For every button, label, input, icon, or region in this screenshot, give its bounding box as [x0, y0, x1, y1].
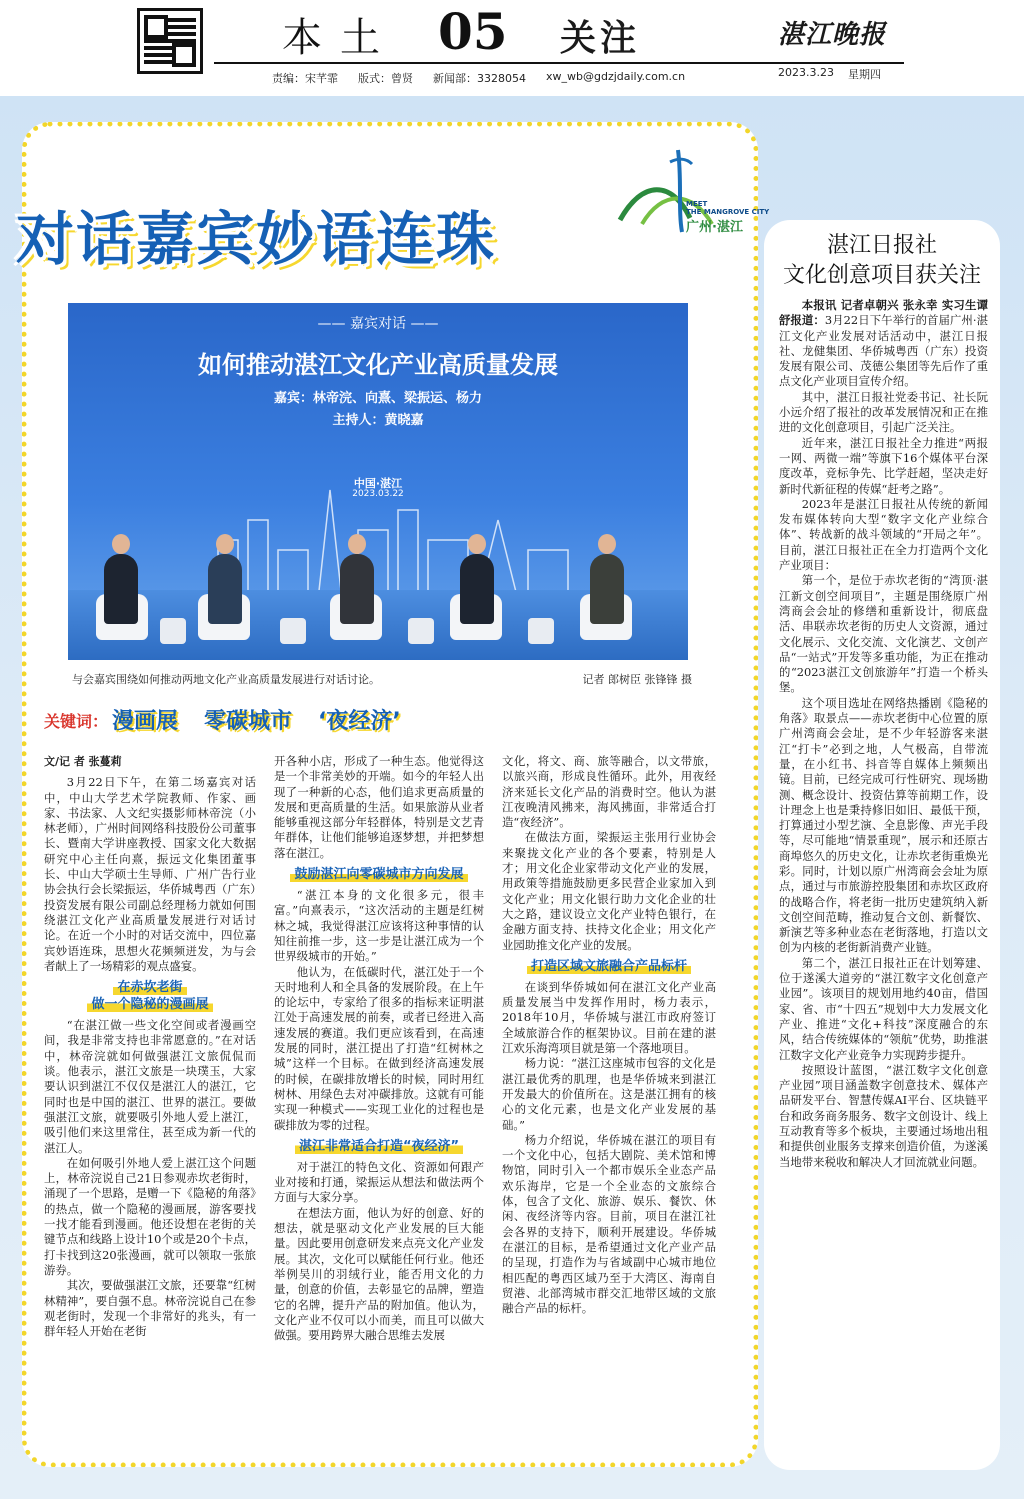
- article-byline: 文/记 者 张蔓莉: [44, 755, 122, 768]
- photo-guests: 嘉宾：林帝浣、向熹、梁振运、杨力: [273, 391, 482, 406]
- article-paragraph: 其次，要做强湛江文旅，还要靠“红树林精神”，要自强不息。林帝浣说自己在参观老街时，发现一个非常好的兆头，有一群年轻人开始在老街: [44, 1278, 256, 1339]
- city-logo-name: 广州·湛江: [686, 220, 743, 235]
- side-table: [528, 618, 554, 644]
- section-name: 本土: [282, 15, 398, 61]
- photo-caption: 与会嘉宾围绕如何推动两地文化产业高质量发展进行对话讨论。: [72, 673, 380, 686]
- article-paragraph: 他认为，在低碳时代，湛江处于一个天时地利人和全具备的发展阶段。在上午的论坛中，专家给了很多的指标来证明湛江处于高速发展的前奏，或者已经进入高速发展的赛道。我们更应该看到，在高速发展的同时，湛江提出了打造“红树林之城”这样一个目标。在做到经济高速发展的时候，在碳排放增长的时候，同时用红树林、用绿色去对冲碳排放。这就有可能实现一种模式——实现工业化的过程也是碳排放为零的过程。: [274, 964, 484, 1132]
- sidebar-paragraph: 2023年是湛江日报社从传统的新闻发布媒体转向大型“数字文化产业综合体”、转战新的战斗领域的“开局之年”。目前，湛江日报社正在全力打造两个文化产业项目：: [779, 496, 988, 573]
- article-paragraph: 在如何吸引外地人爱上湛江这个问题上，林帝浣说自己21日参观赤坎老街时，涌现了一个思路，是赠一下《隐秘的角落》的热点，做一个隐秘的漫画展，游客要找一找才能看到漫画。他还设想在老街的关键节点和线路上设计10个或是20个卡点，打卡找到这20张漫画，就可以领取一张旅游券。: [44, 1155, 256, 1277]
- person-guest: [208, 554, 242, 624]
- article-column-2: [274, 754, 484, 1343]
- article-column-3: [502, 754, 716, 1316]
- article-paragraph: 文化，将文、商、旅等融合，以文带旅，以旅兴商，形成良性循环。此外，用夜经济来延长文化产品的消费时空。他认为湛江夜晚清风拂来，海风拂面，非常适合打造“夜经济”。: [502, 754, 716, 830]
- sidebar-paragraph: 其中，湛江日报社党委书记、社长阮小远介绍了报社的改革发展情况和正在推进的文化创意项目，引起广泛关注。: [779, 389, 988, 435]
- sidebar-paragraph: 第二个，湛江日报社正在计划筹建、位于遂溪大道旁的“湛江数字文化创意产业园”。该项目的规划用地约40亩，借国家、省、市“十四五”规划中大力发展文化产业、推进“文化+科技”深度融合的东风，结合传统媒体的“领航”优势，助推湛江数字文化产业竞争力实现跨步提升。: [779, 955, 988, 1062]
- article-paragraph: 杨力介绍说，华侨城在湛江的项目有一个文化中心，包括大剧院、美术馆和博物馆，同时引入一个都市娱乐全业态产品欢乐海岸，它是一个全业态的文旅综合体，包含了文化、旅游、娱乐、餐饮、休闲、夜经济等内容。目前，项目在湛江社会各界的支持下，顺利开展建设。华侨城在湛江的目标，是希望通过文化产业产品的呈现，打造作为与省域副中心城市地位相匹配的粤西区域乃至于大湾区、海南自贸港、北部湾城市群交汇地带区域的文旅融合产品的标杆。: [502, 1132, 716, 1316]
- issue-date: 2023.3.23: [778, 66, 834, 79]
- article-paragraph: 在做法方面，梁振运主张用行业协会来聚拢文化产业的各个要素，特别是人才；用文化企业家带动文化产业的发展，用政策等措施鼓励更多民营企业家加入到文化产业；用文化银行助力文化企业的壮大之路，建议设立文化产业特色银行，在金融方面支持、扶持文化企业；用文化产业园助推文化产业的发展。: [502, 830, 716, 952]
- article-paragraph: 杨力说：“湛江这座城市包容的文化是湛江最优秀的肌理，也是华侨城来到湛江开发最大的价值所在。这是湛江拥有的核心的文化元素，也是文化产业发展的基础。”: [502, 1056, 716, 1132]
- subhead-night-economy: 湛江非常适合打造“夜经济”: [274, 1138, 484, 1155]
- section-topic: 关注: [560, 18, 641, 59]
- article-paragraph: “在湛江做一些文化空间或者漫画空间，我是非常支持也非常愿意的。”在对话中，林帝浣就如何做强湛江文旅侃侃而谈。他表示，湛江文旅是一块璞玉，大家要认识到湛江不仅仅是湛江人的湛江，它同时也是中国的湛江、世界的湛江。要做强湛江文旅，就要吸引外地人爱上湛江，吸引他们来这里常住，甚至成为新一代的湛江人。: [44, 1018, 256, 1155]
- city-logo-caption: MEET THE MANGROVE CITY: [686, 200, 770, 216]
- photo-host: 主持人：黄晓嘉: [332, 413, 424, 428]
- article-column-1: [44, 754, 256, 1339]
- article-paragraph: 在想法方面，他认为好的创意、好的想法，就是驱动文化产业发展的巨大能量。因此要用创意研发来点亮文化产业发展。其次，文化可以赋能任何行业。他还举例吴川的羽绒行业，能否用文化的力量，创意的价值，去彰显它的品牌，塑造它的名牌，提升产品的附加值。他认为，文化产业不仅可以小而美，而且可以做大做强。要用跨界大融合思维去发展: [274, 1205, 484, 1343]
- newsroom-phone: 新闻部：3328054: [433, 72, 526, 85]
- sidebar-body: [779, 298, 988, 1170]
- logo-tower-icon: [678, 150, 682, 232]
- newsroom-email[interactable]: xw_wb@gdzjdaily.com.cn: [546, 70, 686, 83]
- masthead: [0, 0, 1024, 96]
- masthead-rule: [214, 62, 904, 64]
- editor-credit: 责编：宋芊霏: [272, 72, 338, 85]
- subhead-regional-tourism: 打造区域文旅融合产品标杆: [502, 958, 716, 975]
- photo-title: 如何推动湛江文化产业高质量发展: [198, 351, 558, 379]
- sidebar-title: 湛江日报社 文化创意项目获关注: [782, 233, 981, 288]
- sidebar-paragraph: 按照设计蓝图，“湛江数字文化创意产业园”项目涵盖数字创意技术、媒体产品研发平台、智慧传媒AI平台、区块链平台和政务商务服务、数字文创设计、线上互动教育等多个板块，主要通过场地出租和提供创业服务支撑来创造价值，为遂溪当地带来税收和解决人才回流就业问题。: [779, 1062, 988, 1169]
- side-table: [160, 618, 186, 644]
- keyword-night-economy: ‘夜经济’: [318, 709, 401, 734]
- article-paragraph: “湛江本身的文化很多元，很丰富。”向熹表示，“这次活动的主题是红树林之城，我觉得湛江应该将这种事情的认知往前推一步，这一步是让湛江成为一个世界级城市的开始。”: [274, 888, 484, 964]
- sidebar-lead-paragraph: 本报讯 记者卓朝兴 张永幸 实习生谭舒报道：3月22日下午举行的首届广州·湛江文化产业发展对话活动中，湛江日报社、龙健集团、华侨城粤西（广东）投资发展有限公司、茂德公集团等先后作了重点文化产业项目宣传介绍。: [779, 298, 988, 389]
- keywords-label: 关键词：: [44, 712, 109, 731]
- photo-credit: 记者 郎树臣 张锋锋 摄: [582, 673, 692, 686]
- person-guest: [340, 554, 374, 624]
- sidebar-paragraph: 近年来，湛江日报社全力推进“两报一网、两微一端”等旗下16个媒体平台深度改革，竞标争先、比学赶超，坚决走好新时代新征程的传媒“赶考之路”。: [779, 435, 988, 496]
- article-paragraph: 对于湛江的特色文化、资源如何跟产业对接和打通，梁振运从想法和做法两个方面与大家分享。: [274, 1159, 484, 1205]
- person-guest: [460, 554, 494, 624]
- qr-code-icon[interactable]: [137, 8, 203, 74]
- credits-line: [272, 70, 685, 86]
- photo-date: 2023.03.22: [352, 489, 404, 499]
- issue-weekday: 星期四: [847, 68, 881, 81]
- photo-subtitle: —— 嘉宾对话 ——: [317, 316, 439, 332]
- side-table: [280, 618, 306, 644]
- event-photo[interactable]: [68, 303, 688, 660]
- side-table: [408, 618, 434, 644]
- photo-place: 中国·湛江: [353, 477, 403, 490]
- sidebar-paragraph: 这个项目选址在网络热播剧《隐秘的角落》取景点——赤坎老街中心位置的原广州湾商会会址，是不少年轻游客来湛江“打卡”必到之地，人气极高，自带流量，在小红书、抖音等自媒体上频频出镜。目前，已经完成可行性研究、现场勘测、概念设计、投资估算等前期工作，设计理念上也是秉持修旧如旧、最低干预，打算通过小型艺演、全息影像、声光手段等，尽可能地“情景重现”，展示和还原古商埠悠久的历史文化，让赤坎老街重焕光彩。同时，计划以原广州湾商会会址为原点，通过与市旅游控股集团和赤坎区政府的战略合作，将老街一批历史建筑纳入新文创空间范畴，推动复合文创、新餐饮、新演艺等多种业态在老街落地，打造以文创为内核的老街新消费产业链。: [779, 695, 988, 955]
- page-headline: 对话嘉宾妙语连珠: [16, 205, 497, 273]
- dateline: [778, 66, 881, 82]
- layout-credit: 版式：曾贤: [358, 72, 413, 85]
- article-paragraph: 在谈到华侨城如何在湛江文化产业高质量发展当中发挥作用时，杨力表示，2018年10月，华侨城与湛江市政府签订全域旅游合作的框架协议。目前在建的湛江欢乐海湾项目就是第一个落地项目。: [502, 979, 716, 1056]
- person-guest: [590, 554, 624, 624]
- keyword-comic-exhibition: 漫画展: [112, 709, 179, 734]
- article-paragraph: 开各种小店，形成了一种生态。他觉得这是一个非常美妙的开端。如今的年轻人出现了一种新的心态，他们追求更高质量的发展和更高质量的生活。如果旅游从业者能够重视这部分年轻群体，特别是文艺青年群体，让他们能够追逐梦想，并把梦想落在湛江。: [274, 754, 484, 860]
- person-host: [104, 554, 138, 624]
- sidebar-paragraph: 第一个，是位于赤坎老街的“湾顶·湛江新文创空间项目”，主题是围绕原广州湾商会会址的修缮和重新设计，彻底盘活、串联赤坎老街的历史人文资源，通过文化展示、文化交流、文化演艺、文创产品“一站式”开发等多重功能，为正在推动的“2023湛江文创旅游年”打造一个桥头堡。: [779, 573, 988, 695]
- newspaper-logo: 湛江晚报: [778, 20, 887, 50]
- article-paragraph: 3月22日下午，在第二场嘉宾对话中，中山大学艺术学院教师、作家、画家、书法家、人文纪实摄影师林帝浣（小林老师），广州时间网络科技股份公司董事长、暨南大学讲座教授、国家文化大数据研究中心主任向熹，振远文化集团董事长、中山大学硕士生导师、广州广告行业协会执行会长梁振运，华侨城粤西（广东）投资发展有限公司副总经理杨力就如何围绕湛江文化产业高质量发展进行对话讨论。在近一个小时的对话交流中，四位嘉宾妙语连珠，思想火花频频迸发，为与会者献上了一场精彩的观点盛宴。: [44, 775, 256, 973]
- page-number: 05: [438, 2, 508, 61]
- keyword-zero-carbon-city: 零碳城市: [204, 709, 293, 734]
- subhead-comic-exhibition: 在赤坎老街 做一个隐秘的漫画展: [44, 979, 256, 1013]
- photo-caption-row: [72, 671, 692, 687]
- subhead-zero-carbon: 鼓励湛江向零碳城市方向发展: [274, 866, 484, 883]
